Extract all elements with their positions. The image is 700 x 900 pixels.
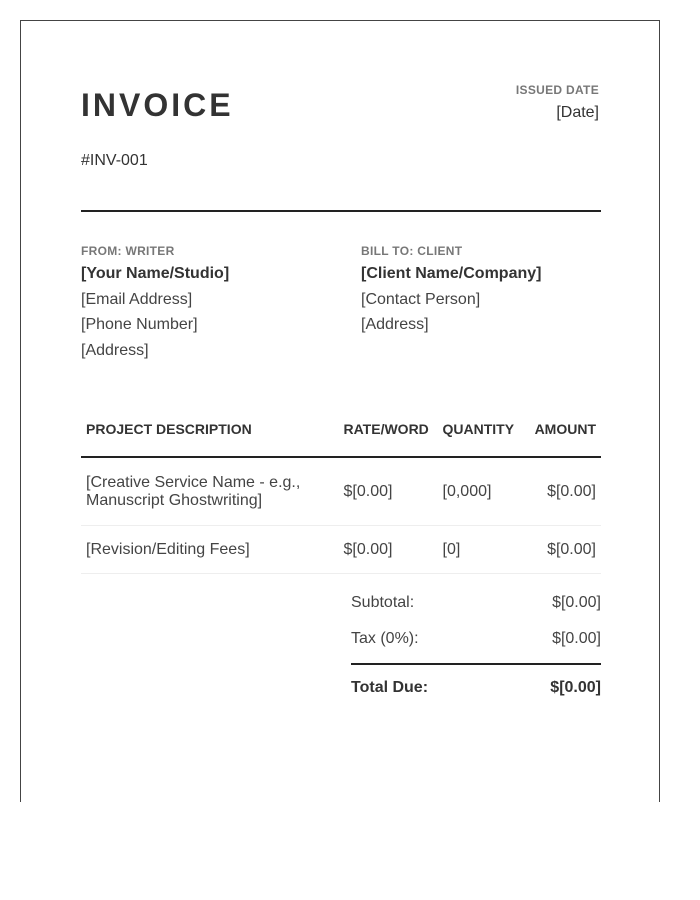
table-header-row	[81, 421, 601, 458]
issued-date-label: ISSUED DATE	[515, 83, 599, 97]
table-row	[81, 526, 601, 574]
table-row	[81, 458, 601, 526]
tax-value: $[0.00]	[552, 630, 601, 647]
totals-section	[351, 593, 601, 714]
header-quantity: QUANTITY	[442, 421, 515, 437]
tax-row	[351, 629, 601, 665]
subtotal-row	[351, 593, 601, 629]
from-email: [Email Address]	[81, 290, 193, 308]
subtotal-label: Subtotal:	[351, 594, 415, 611]
bill-to-contact: [Contact Person]	[361, 290, 481, 308]
bill-to-address: [Address]	[361, 316, 429, 333]
header-rate: RATE/WORD	[343, 421, 429, 437]
row-quantity: [0]	[442, 540, 461, 558]
from-phone: [Phone Number]	[81, 316, 198, 333]
row-rate: $[0.00]	[343, 482, 393, 500]
from-section	[81, 243, 321, 363]
header-amount: AMOUNT	[534, 421, 596, 437]
bill-to-label: BILL TO: CLIENT	[361, 244, 463, 258]
invoice-page	[20, 20, 660, 802]
line-items-table	[81, 421, 601, 574]
row-amount: $[0.00]	[547, 540, 596, 558]
invoice-title: INVOICE	[81, 87, 234, 123]
row-quantity: [0,000]	[442, 482, 492, 500]
row-description: [Creative Service Name - e.g., Manuscript Ghostwriting]	[86, 473, 301, 509]
header-divider	[81, 210, 601, 212]
header-description: PROJECT DESCRIPTION	[86, 421, 252, 437]
from-name: [Your Name/Studio]	[81, 265, 230, 282]
from-address: [Address]	[81, 341, 149, 359]
row-rate: $[0.00]	[343, 540, 393, 558]
row-description: [Revision/Editing Fees]	[86, 540, 250, 558]
from-label: FROM: WRITER	[81, 244, 175, 258]
total-due-label: Total Due:	[351, 679, 429, 696]
row-amount: $[0.00]	[547, 482, 596, 500]
subtotal-value: $[0.00]	[552, 594, 601, 611]
tax-label: Tax (0%):	[351, 630, 419, 647]
bill-to-section	[361, 243, 601, 338]
invoice-number: #INV-001	[81, 152, 148, 169]
total-due-row	[351, 678, 601, 714]
total-due-value: $[0.00]	[550, 679, 601, 696]
bill-to-name: [Client Name/Company]	[361, 265, 542, 282]
issued-date-value: [Date]	[556, 104, 599, 121]
